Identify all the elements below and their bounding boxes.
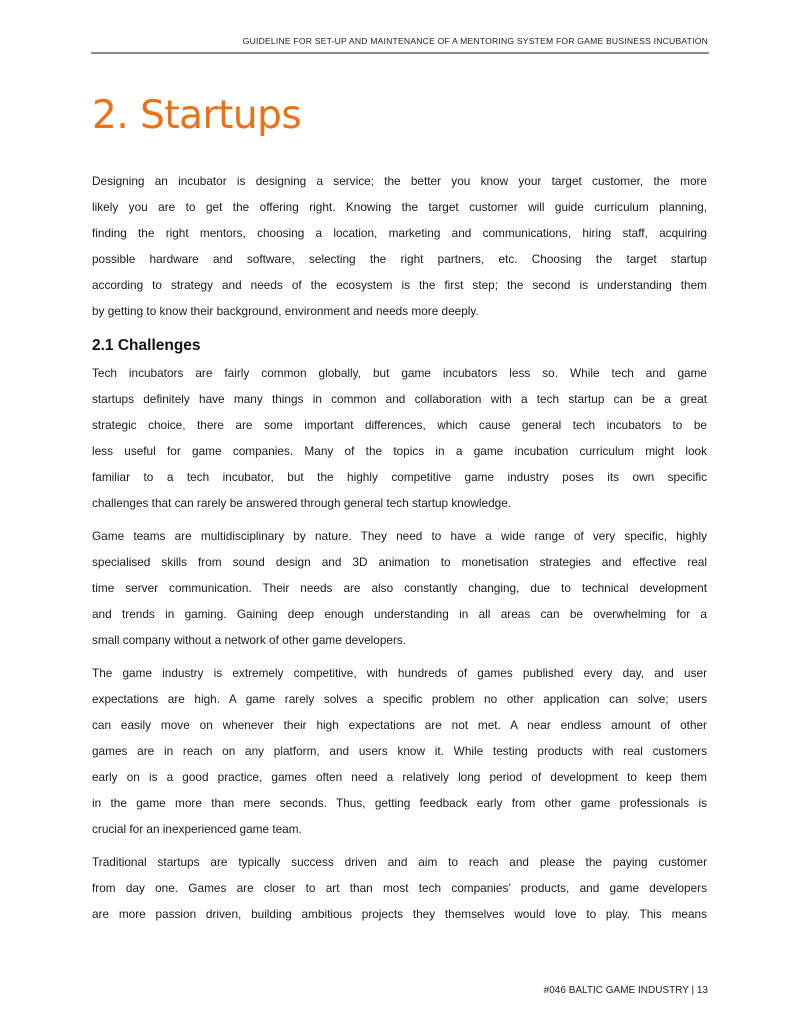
text-line: Game teams are multidisciplinary by nature. They need to have a wide range of very specific, highly (92, 529, 707, 543)
text-line: crucial for an inexperienced game team. (92, 822, 302, 836)
section-paragraphs (92, 360, 707, 927)
text-line: challenges that can rarely be answered through general tech startup knowledge. (92, 496, 512, 510)
text-line: familiar to a tech incubator, but the highly competitive game industry poses its own specific (92, 470, 707, 484)
text-line: are more passion driven, building ambitious projects they themselves would love to play. This means (92, 907, 707, 921)
paragraph (92, 849, 707, 927)
text-line: by getting to know their background, environment and needs more deeply. (92, 304, 479, 318)
text-line: can easily move on whenever their high expectations are not met. A near endless amount of other (92, 718, 707, 732)
header-rule (91, 52, 709, 54)
text-line: Designing an incubator is designing a service; the better you know your target customer, the more (92, 174, 707, 188)
text-line: strategic choice, there are some important differences, which cause general tech incubators to be (92, 418, 707, 432)
text-line: Traditional startups are typically success driven and aim to reach and please the paying customer (92, 855, 707, 869)
text-line: less useful for game companies. Many of the topics in a game incubation curriculum might look (92, 444, 707, 458)
text-line: small company without a network of other game developers. (92, 633, 407, 647)
text-line: finding the right mentors, choosing a location, marketing and communications, hiring staff, acquiring (92, 226, 707, 240)
text-line: in the game more than mere seconds. Thus, getting feedback early from other game professionals is (92, 796, 707, 810)
section-heading: 2.1 Challenges (92, 337, 201, 354)
paragraph (92, 660, 707, 842)
text-line: and trends in gaming. Gaining deep enough understanding in all areas can be overwhelming for a (92, 607, 707, 621)
text-line: startups definitely have many things in common and collaboration with a tech startup can be a great (92, 392, 707, 406)
text-line: time server communication. Their needs are also constantly changing, due to technical development (92, 581, 707, 595)
text-line: expectations are high. A game rarely solves a specific problem no other application can solve; users (92, 692, 707, 706)
running-header: GUIDELINE FOR SET-UP AND MAINTENANCE OF A MENTORING SYSTEM FOR GAME BUSINESS INCUBATION (242, 36, 708, 46)
text-line: possible hardware and software, selecting the right partners, etc. Choosing the target startup (92, 252, 707, 266)
text-line: according to strategy and needs of the ecosystem is the first step; the second is understanding them (92, 278, 707, 292)
chapter-title: 2. Startups (92, 93, 302, 138)
text-line: early on is a good practice, games often need a relatively long period of development to keep them (92, 770, 707, 784)
text-line: likely you are to get the offering right. Knowing the target customer will guide curriculum planning, (92, 200, 707, 214)
page-footer: #046 BALTIC GAME INDUSTRY | 13 (543, 985, 708, 996)
intro-paragraph (92, 168, 707, 324)
paragraph (92, 523, 707, 653)
paragraph (92, 360, 707, 516)
text-line: from day one. Games are closer to art than most tech companies’ products, and game developers (92, 881, 707, 895)
text-line: games are in reach on any platform, and users know it. While testing products with real customers (92, 744, 707, 758)
text-line: The game industry is extremely competitive, with hundreds of games published every day, and user (92, 666, 707, 680)
text-line: Tech incubators are fairly common globally, but game incubators less so. While tech and game (92, 366, 707, 380)
body-text (92, 168, 707, 934)
text-line: specialised skills from sound design and 3D animation to monetisation strategies and effective real (92, 555, 707, 569)
